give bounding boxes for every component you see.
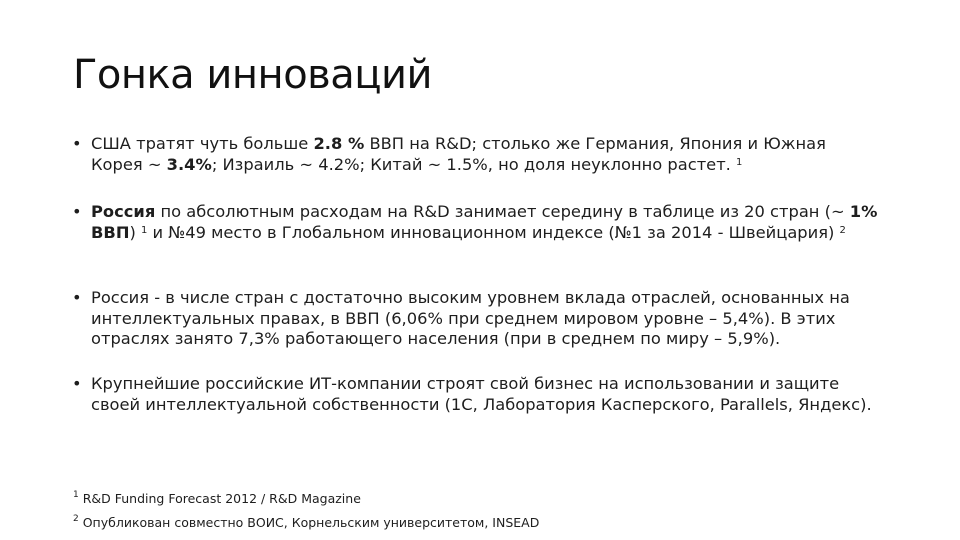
bullet-marker: • — [72, 374, 82, 393]
footnote-ref: 1 — [140, 224, 148, 236]
bullet-item-russia-ip-industries: • Россия - в числе стран с достаточно высоким уровнем вклада отраслей, основанных на интеллектуальных правах, в ВВП (6,06% при среднем мировом уровне – 5,4%). В этих отраслях занято 7,3% работающего населения (при в среднем по миру – 5,9%). — [72, 288, 850, 348]
slide-title: Гонка инноваций — [73, 52, 432, 98]
highlight-value: Россия — [91, 202, 156, 221]
bullet-marker: • — [72, 134, 82, 153]
bullet-item-it-companies: • Крупнейшие российские ИТ-компании строят свой бизнес на использовании и защите своей интеллектуальной собственности (1С, Лаборатория Касперского, Parallels, Яндекс). — [72, 374, 872, 414]
highlight-value: 3.4% — [166, 154, 212, 174]
footnote-number: 2 — [73, 514, 79, 524]
bullet-item-us-spending: • США тратят чуть больше 2.8 % ВВП на R&D; столько же Германия, Япония и Южная Корея ~ 3.4%; Израиль ~ 4.2%; Китай ~ 1.5%, но доля неуклонно растет. $^1$ — [72, 134, 826, 174]
highlight-value: 2.8 % — [313, 134, 365, 153]
footnote-ref: 1 — [736, 156, 743, 168]
bullet-marker: • — [72, 202, 82, 221]
bullet-marker: • — [72, 288, 82, 307]
footnote-2: $^2$ Опубликован совместно ВОИС, Корнельским университетом, INSEAD — [73, 514, 540, 530]
footnote-number: 1 — [73, 490, 79, 500]
footnote-ref: 2 — [839, 224, 846, 236]
footnote-1: $^1$ R&D Funding Forecast 2012 / R&D Magazine — [73, 490, 361, 506]
bullet-item-russia-rank: • Россия по абсолютным расходам на R&D занимает середину в таблице из 20 стран (~ 1% ВВП) $^1$ и №49 место в Глобальном инновационном индексе (№1 за 2014 - Швейцария) $^2$ — [72, 202, 878, 242]
highlight-value: 1% ВВП — [91, 202, 878, 242]
